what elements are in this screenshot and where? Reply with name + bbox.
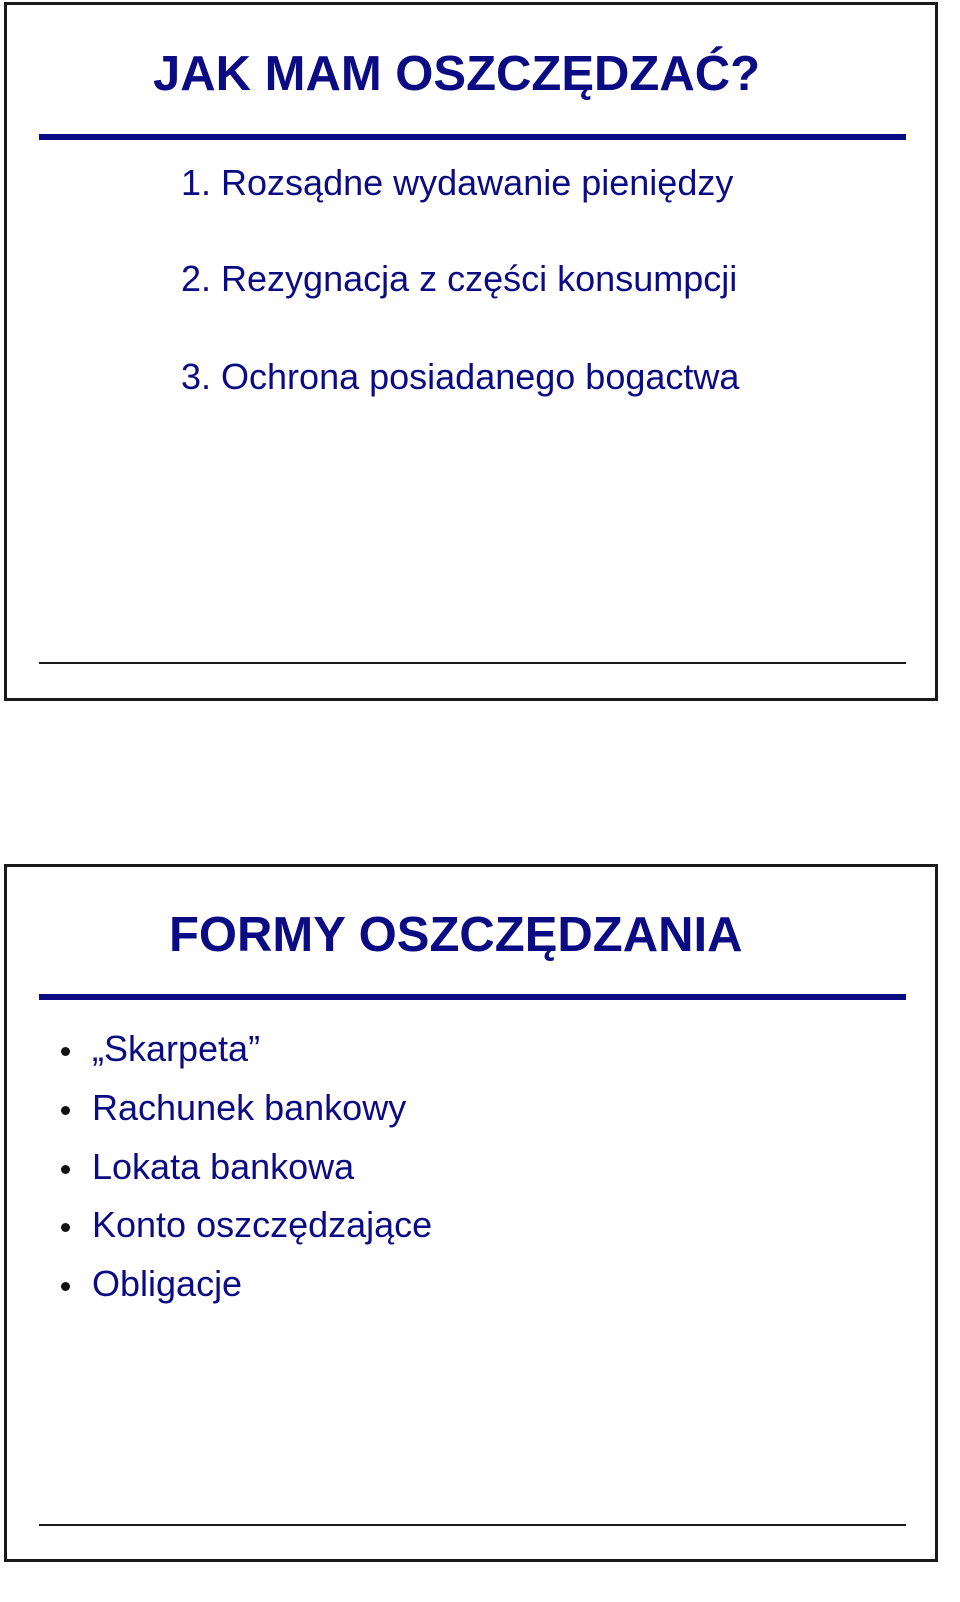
- bullet-icon: [61, 1223, 70, 1232]
- title-divider: [39, 134, 906, 140]
- item-text: Rachunek bankowy: [92, 1087, 407, 1128]
- item-text: Obligacje: [92, 1263, 243, 1304]
- item-text: „Skarpeta”: [92, 1028, 261, 1069]
- title-divider: [39, 994, 906, 1000]
- slide-2: [4, 864, 938, 1562]
- footer-divider: [39, 662, 906, 664]
- item-text: Rezygnacja z części konsumpcji: [221, 258, 738, 299]
- list-item: [181, 162, 734, 203]
- slide-title: JAK MAM OSZCZĘDZAĆ?: [153, 47, 761, 101]
- slide-title: FORMY OSZCZĘDZANIA: [169, 908, 743, 962]
- list-item: [181, 258, 738, 299]
- list-item: [181, 356, 740, 397]
- bullet-icon: [61, 1047, 70, 1056]
- item-text: Ochrona posiadanego bogactwa: [221, 356, 740, 397]
- footer-divider: [39, 1524, 906, 1526]
- bullet-icon: [61, 1165, 70, 1174]
- item-text: Konto oszczędzające: [92, 1204, 433, 1245]
- item-text: Lokata bankowa: [92, 1146, 355, 1187]
- item-number: 1.: [181, 162, 212, 203]
- bullet-icon: [61, 1282, 70, 1291]
- bullet-icon: [61, 1106, 70, 1115]
- slide-1: [4, 2, 938, 701]
- item-text: Rozsądne wydawanie pieniędzy: [221, 162, 734, 203]
- item-number: 3.: [181, 356, 212, 397]
- item-number: 2.: [181, 258, 212, 299]
